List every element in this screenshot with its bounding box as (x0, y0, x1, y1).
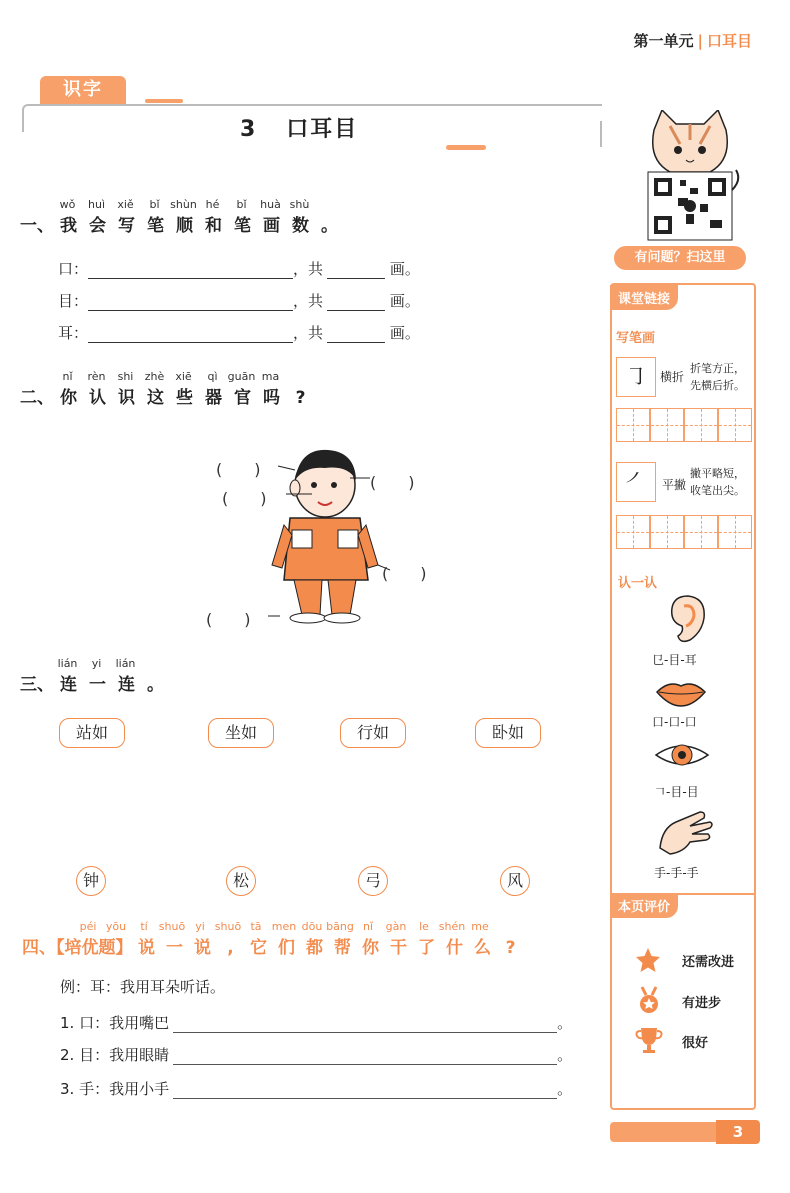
pinyin-syllable: dōu (301, 920, 323, 933)
practice-grid-2[interactable] (616, 515, 752, 549)
title-frame-right (600, 121, 602, 147)
heading-char: 你 (362, 938, 379, 958)
practice-grid-1[interactable] (616, 408, 752, 442)
heading-char: 说 (138, 938, 155, 958)
pinyin-syllable: shù (289, 198, 310, 211)
unit-label: 第一单元 (633, 32, 694, 50)
pinyin-syllable: le (419, 920, 429, 933)
match-bottom-2[interactable]: 松 (226, 866, 256, 896)
pinyin-syllable: xiē (175, 370, 192, 383)
heading-char: 这 (147, 388, 164, 408)
match-bottom-3[interactable]: 弓 (358, 866, 388, 896)
eval-option-progress: 有进步 (682, 996, 722, 1011)
q1-row-1: 口： ，共 画。 (58, 260, 420, 278)
match-bottom-4[interactable]: 风 (500, 866, 530, 896)
heading-char: 顺 (176, 216, 193, 236)
pinyin-syllable: shi (117, 370, 134, 383)
lesson-title: 3 口耳目 (240, 117, 359, 142)
answer-line[interactable] (173, 1083, 557, 1099)
label-bracket-hand[interactable]: ( ) (382, 564, 427, 583)
heading-char: 么 (474, 938, 491, 958)
answer-blank[interactable] (327, 261, 385, 279)
match-bottom-1[interactable]: 钟 (76, 866, 106, 896)
stroke-pingpie-box: ㇒ (616, 462, 656, 502)
pinyin-syllable: ma (261, 370, 280, 383)
mouth-icon (655, 678, 707, 708)
section-tag: 识字 (40, 76, 126, 104)
heading-char: 我 (60, 216, 77, 236)
pinyin-syllable: me (471, 920, 489, 933)
q4-item-2: 2. 目：我用眼睛 。 (60, 1046, 573, 1064)
heading-char: 一 (89, 675, 106, 695)
pinyin-syllable: shuō (214, 920, 242, 933)
recognize-title: 认一认 (618, 576, 658, 591)
heading-char: 笔 (234, 216, 251, 236)
pinyin-syllable: péi (79, 920, 97, 933)
heading-char: 。 (147, 675, 164, 695)
heading-char: 了 (418, 938, 435, 958)
q2-heading: nǐ rèn shi zhè xiē qì guān ma 二、 你 认 识 这 些 器 官 吗 ? (20, 370, 315, 408)
stroke-pingpie-name: 平撇 (662, 478, 687, 492)
cat-qr-illustration (640, 110, 740, 245)
pinyin-syllable: rèn (87, 370, 106, 383)
stroke-hengzhe-desc: 折笔方正， 先横后折。 (690, 362, 745, 392)
title-decoration (446, 145, 486, 150)
heading-char: 。 (321, 216, 338, 236)
pinyin-syllable: lián (115, 657, 136, 670)
pinyin-syllable: hé (205, 198, 220, 211)
unit-header: 第一单元 | 口耳目 (633, 32, 752, 50)
heading-char: 些 (176, 388, 193, 408)
q4-item-3: 3. 手：我用小手 。 (60, 1080, 573, 1098)
heading-char: 都 (306, 938, 323, 958)
answer-line[interactable] (173, 1049, 557, 1065)
pinyin-syllable: yi (91, 657, 102, 670)
evolution-ear: 㔾-目-耳 (652, 653, 697, 667)
heading-char: 和 (205, 216, 222, 236)
answer-blank[interactable] (88, 261, 293, 279)
heading-char: 你 (60, 388, 77, 408)
label-bracket-foot[interactable]: ( ) (206, 610, 251, 629)
answer-blank[interactable] (327, 293, 385, 311)
pinyin-syllable: wǒ (59, 198, 76, 211)
pinyin-syllable: tā (250, 920, 262, 933)
heading-char: 一 (166, 938, 183, 958)
heading-char: 器 (205, 388, 222, 408)
pinyin-syllable: yi (195, 920, 205, 933)
pinyin-syllable: nǐ (362, 920, 374, 933)
label-bracket-hair[interactable]: ( ) (216, 460, 261, 479)
stroke-hengzhe-box: ㇆ (616, 357, 656, 397)
answer-line[interactable] (173, 1017, 557, 1033)
eye-icon (654, 737, 710, 773)
pinyin-syllable: shùn (170, 198, 197, 211)
answer-blank[interactable] (88, 293, 293, 311)
evolution-eye: 𠃍-目-目 (654, 785, 699, 799)
heading-char: 数 (292, 216, 309, 236)
heading-char: 它 (250, 938, 267, 958)
heading-char: 连 (118, 675, 135, 695)
heading-char: 什 (446, 938, 463, 958)
q3-heading: lián yi lián 三、 连 一 连 。 (20, 657, 170, 695)
match-top-1[interactable]: 站如 (59, 718, 125, 748)
pinyin-syllable: lián (57, 657, 78, 670)
q1-row-3: 耳： ，共 画。 (58, 324, 420, 342)
pinyin-syllable: shuō (158, 920, 186, 933)
q1-row-2: 目： ，共 画。 (58, 292, 420, 310)
heading-char: 连 (60, 675, 77, 695)
pinyin-syllable: qì (207, 370, 218, 383)
medal-icon[interactable] (636, 985, 662, 1015)
heading-char: 认 (89, 388, 106, 408)
heading-char: , (227, 938, 234, 958)
heading-char: 说 (194, 938, 211, 958)
eval-option-good: 很好 (682, 1036, 709, 1051)
evolution-mouth: 口-口-口 (652, 715, 697, 729)
pinyin-syllable: huà (260, 198, 281, 211)
hand-icon (656, 808, 716, 856)
match-top-4[interactable]: 卧如 (475, 718, 541, 748)
trophy-icon[interactable] (634, 1025, 664, 1055)
heading-char: 吗 (263, 388, 280, 408)
heading-char: ? (295, 388, 306, 408)
pinyin-syllable: guān (227, 370, 256, 383)
evaluation-title: 本页评价 (610, 893, 678, 918)
pinyin-syllable: zhè (144, 370, 165, 383)
heading-char: 笔 (147, 216, 164, 236)
heading-char: 帮 (334, 938, 351, 958)
match-top-3[interactable]: 行如 (340, 718, 406, 748)
write-stroke-title: 写笔画 (616, 331, 656, 346)
pinyin-syllable: bǐ (149, 198, 160, 211)
heading-char: 们 (278, 938, 295, 958)
heading-char: ? (505, 938, 516, 958)
pinyin-syllable: tí (140, 920, 148, 933)
scan-button[interactable]: 有问题？扫这里 (614, 246, 746, 270)
q4-heading: péi yōu tí shuō yi shuō tā men dōu bāng nǐ gàn le shén me 四、【培优题】 说 一 说 , 它 们 都 帮 你 干 了 什 么 ? (22, 920, 525, 958)
tag-decoration (145, 99, 183, 103)
heading-char: 画 (263, 216, 280, 236)
match-top-2[interactable]: 坐如 (208, 718, 274, 748)
label-bracket-eye[interactable]: ( ) (370, 473, 415, 492)
pinyin-syllable: bǐ (236, 198, 247, 211)
stroke-pingpie-desc: 撇平略短， 收笔出尖。 (690, 467, 745, 497)
ear-icon (660, 592, 710, 644)
answer-blank[interactable] (327, 325, 385, 343)
lesson-tag: 口耳目 (706, 32, 752, 50)
pinyin-syllable: gàn (385, 920, 407, 933)
q4-example: 例：耳：我用耳朵听话。 (60, 978, 226, 996)
heading-char: 官 (234, 388, 251, 408)
heading-char: 识 (118, 388, 135, 408)
heading-char: 干 (390, 938, 407, 958)
pinyin-syllable: huì (88, 198, 105, 211)
q1-heading: wǒ huì xiě bǐ shùn hé bǐ huà shù 一、 我 会 写 笔 顺 和 笔 画 数 。 (20, 198, 344, 236)
sidebar-link-title: 课堂链接 (610, 285, 678, 310)
pinyin-syllable: bāng (326, 920, 354, 933)
answer-blank[interactable] (88, 325, 293, 343)
star-icon[interactable] (634, 946, 662, 974)
label-bracket-mouth[interactable]: ( ) (222, 489, 267, 508)
heading-char: 会 (89, 216, 106, 236)
pinyin-syllable: shén (438, 920, 466, 933)
eval-option-improve: 还需改进 (682, 955, 735, 970)
stroke-hengzhe-name: 横折 (660, 370, 685, 384)
evolution-hand: 手-手-手 (654, 866, 699, 880)
pinyin-syllable: nǐ (62, 370, 73, 383)
heading-char: 写 (118, 216, 135, 236)
pinyin-syllable: xiě (117, 198, 134, 211)
pinyin-syllable: yōu (105, 920, 127, 933)
pinyin-syllable: men (271, 920, 297, 933)
page-number: 3 (716, 1120, 760, 1144)
q4-item-1: 1. 口：我用嘴巴 。 (60, 1014, 573, 1032)
